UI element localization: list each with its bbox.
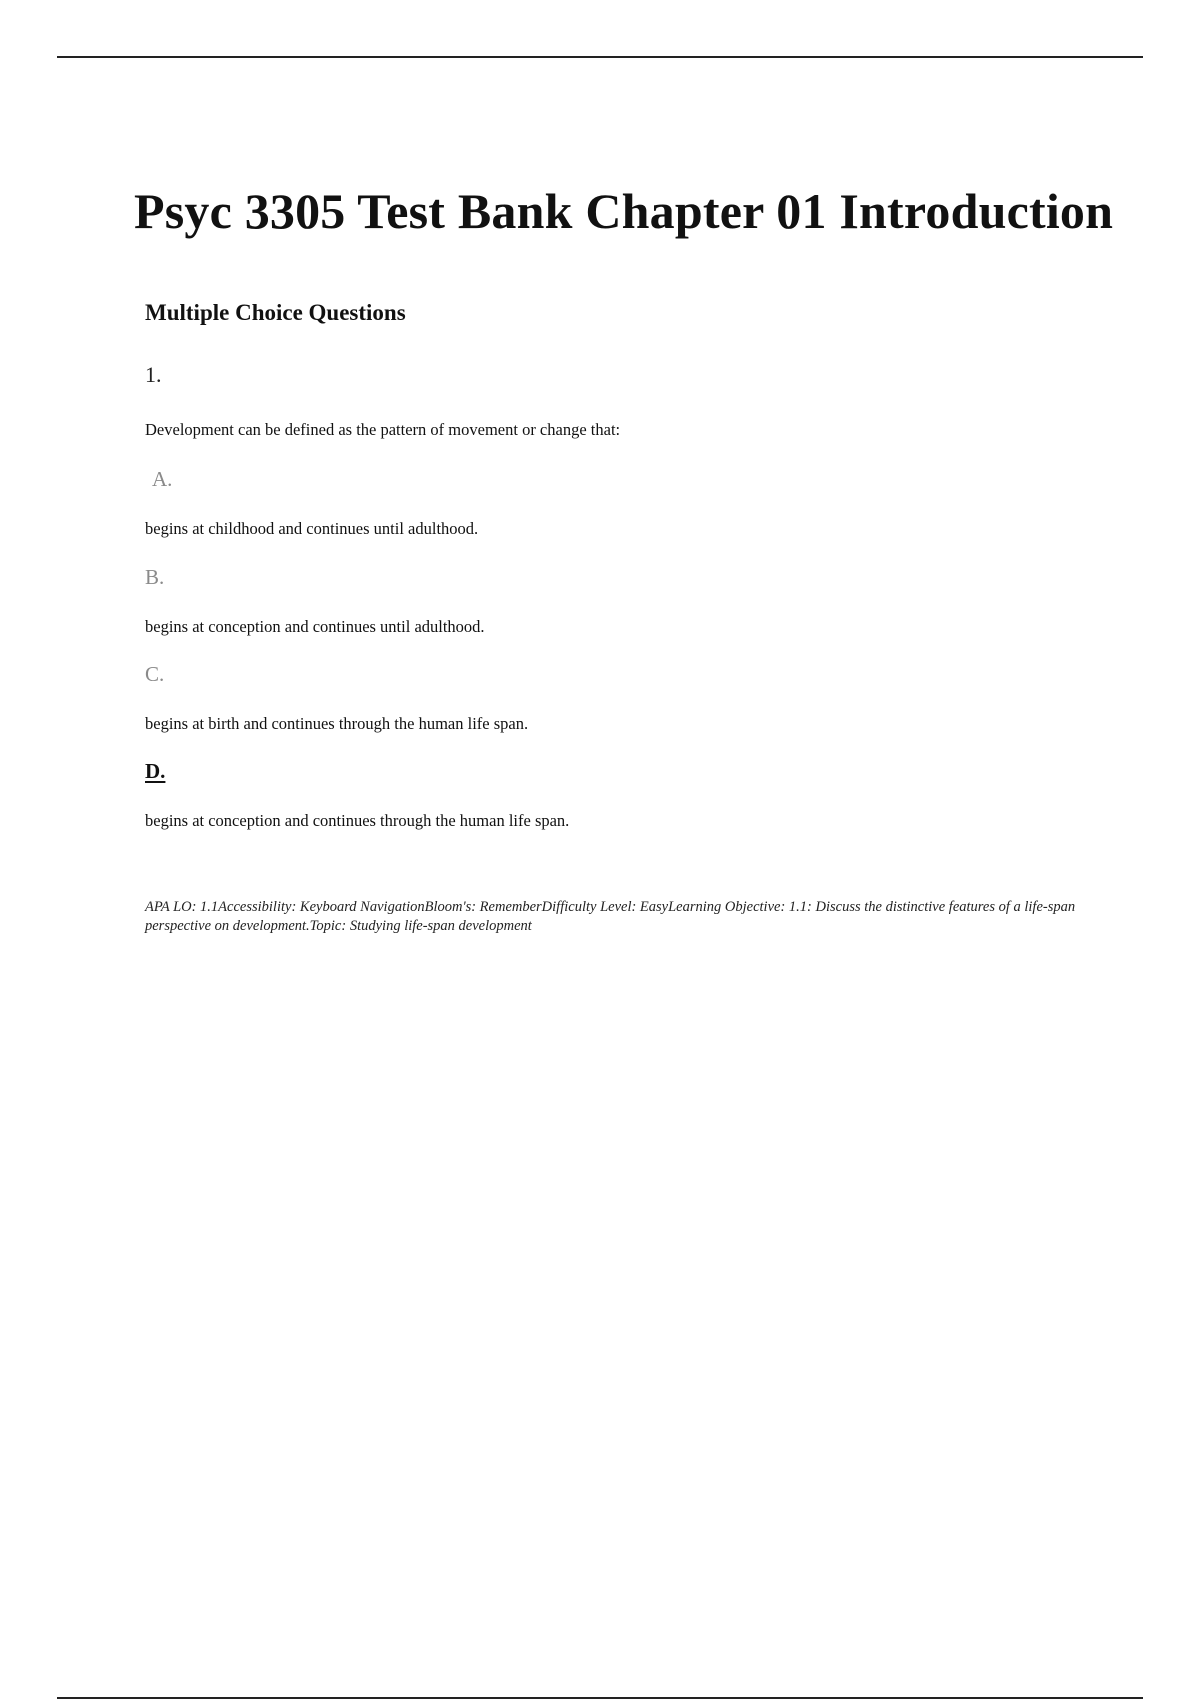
choice-a-letter: A. <box>152 467 173 491</box>
question-metadata: APA LO: 1.1Accessibility: Keyboard NavigationBloom's: RememberDifficulty Level: EasyLearning Objective: 1.1: Discuss the distinctive features of a life-span perspective on development.Topic: Studying life-span development <box>145 899 1076 934</box>
choice-d-letter-correct: D. <box>145 759 166 783</box>
choice-c-letter: C. <box>145 662 165 686</box>
question-number: 1. <box>145 362 162 387</box>
choice-d-text: begins at conception and continues through the human life span. <box>145 811 570 830</box>
question-stem: Development can be defined as the pattern of movement or change that: <box>145 420 621 439</box>
top-rule <box>57 56 1143 58</box>
choice-a-text: begins at childhood and continues until adulthood. <box>145 519 479 538</box>
choice-c-text: begins at birth and continues through the human life span. <box>145 714 529 733</box>
section-heading: Multiple Choice Questions <box>145 300 406 325</box>
bottom-rule <box>57 1697 1143 1699</box>
choice-b-letter: B. <box>145 565 165 589</box>
choice-b-text: begins at conception and continues until adulthood. <box>145 617 485 636</box>
page-title: Psyc 3305 Test Bank Chapter 01 Introduction <box>134 183 1114 239</box>
